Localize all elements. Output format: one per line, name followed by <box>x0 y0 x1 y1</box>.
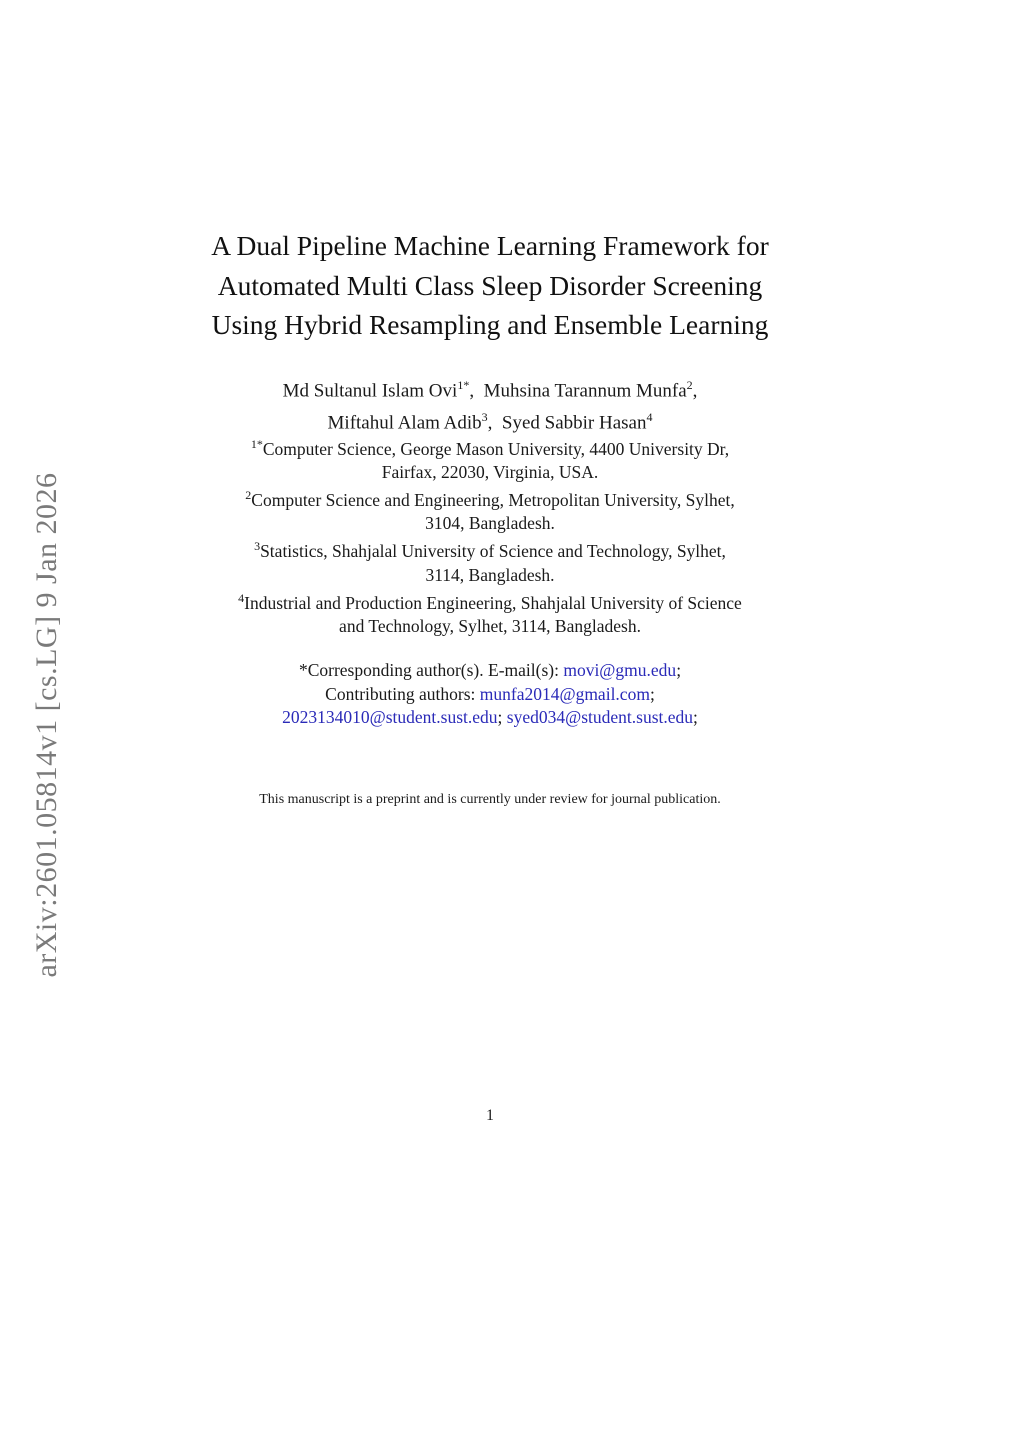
author-line-2: Miftahul Alam Adib$^3$, Syed Sabbir Hasan$^4$ <box>327 410 653 434</box>
email-link-munfa[interactable]: munfa2014@gmail.com <box>479 683 650 704</box>
correspondence-block <box>175 659 805 730</box>
title-line-2: Automated Multi Class Sleep Disorder Screening <box>217 269 763 301</box>
email-link-movi[interactable]: movi@gmu.edu <box>563 660 677 680</box>
title-line-1: A Dual Pipeline Machine Learning Framework for <box>211 230 769 261</box>
affiliation-mark: 4 <box>238 590 245 605</box>
author-name: Syed Sabbir Hasan <box>501 412 647 434</box>
author-mark: 1* <box>457 378 470 392</box>
affiliation-mark: 3 <box>254 539 261 554</box>
affiliation-mark: 2 <box>245 488 252 503</box>
author-mark: 2 <box>686 378 693 392</box>
affiliation-mark: 1* <box>250 437 263 451</box>
email-link-adib[interactable]: 2023134010@student.sust.edu <box>282 707 498 727</box>
title-line-3: Using Hybrid Resampling and Ensemble Learning <box>211 309 769 340</box>
contributing-authors-line: Contributing authors: munfa2014@gmail.com; <box>325 683 655 704</box>
author-line-1: Md Sultanul Islam Ovi$^{1*}$, Muhsina Tarannum Munfa$^2$, <box>282 378 698 402</box>
author-mark: 4 <box>646 410 653 425</box>
affiliation-2: $^2$Computer Science and Engineering, Metropolitan University, Sylhet, <box>245 488 735 511</box>
author-name: Miftahul Alam Adib <box>327 412 482 434</box>
arxiv-identifier-stamp: arXiv:2601.05814v1 [cs.LG] 9 Jan 2026 <box>30 472 63 978</box>
author-list <box>175 372 805 437</box>
affiliation-4: $^4$Industrial and Production Engineering, Shahjalal University of Science <box>238 590 742 613</box>
affiliation-4-cont: and Technology, Sylhet, 3114, Bangladesh. <box>339 615 641 636</box>
affiliation-list <box>175 433 805 638</box>
affiliation-1: $^{1*}$Computer Science, George Mason University, 4400 University Dr, <box>250 437 730 459</box>
affiliation-2-cont: 3104, Bangladesh. <box>425 513 555 534</box>
paper-title <box>175 226 805 345</box>
author-mark: 3 <box>481 410 488 425</box>
page-number: 1 <box>486 1107 494 1124</box>
author-name: Muhsina Tarannum Munfa <box>483 380 687 402</box>
affiliation-3-cont: 3114, Bangladesh. <box>425 564 555 585</box>
corresponding-author-line: *Corresponding author(s). E-mail(s): movi@gmu.edu; <box>298 660 682 680</box>
email-link-syed[interactable]: syed034@student.sust.edu <box>506 707 694 727</box>
contributing-authors-line-2: 2023134010@student.sust.edu; syed034@student.sust.edu; <box>282 707 698 727</box>
affiliation-1-cont: Fairfax, 22030, Virginia, USA. <box>381 462 599 483</box>
preprint-note: This manuscript is a preprint and is currently under review for journal publication. <box>259 792 721 807</box>
affiliation-3: $^3$Statistics, Shahjalal University of Science and Technology, Sylhet, <box>254 539 726 562</box>
author-name: Md Sultanul Islam Ovi <box>282 380 458 402</box>
